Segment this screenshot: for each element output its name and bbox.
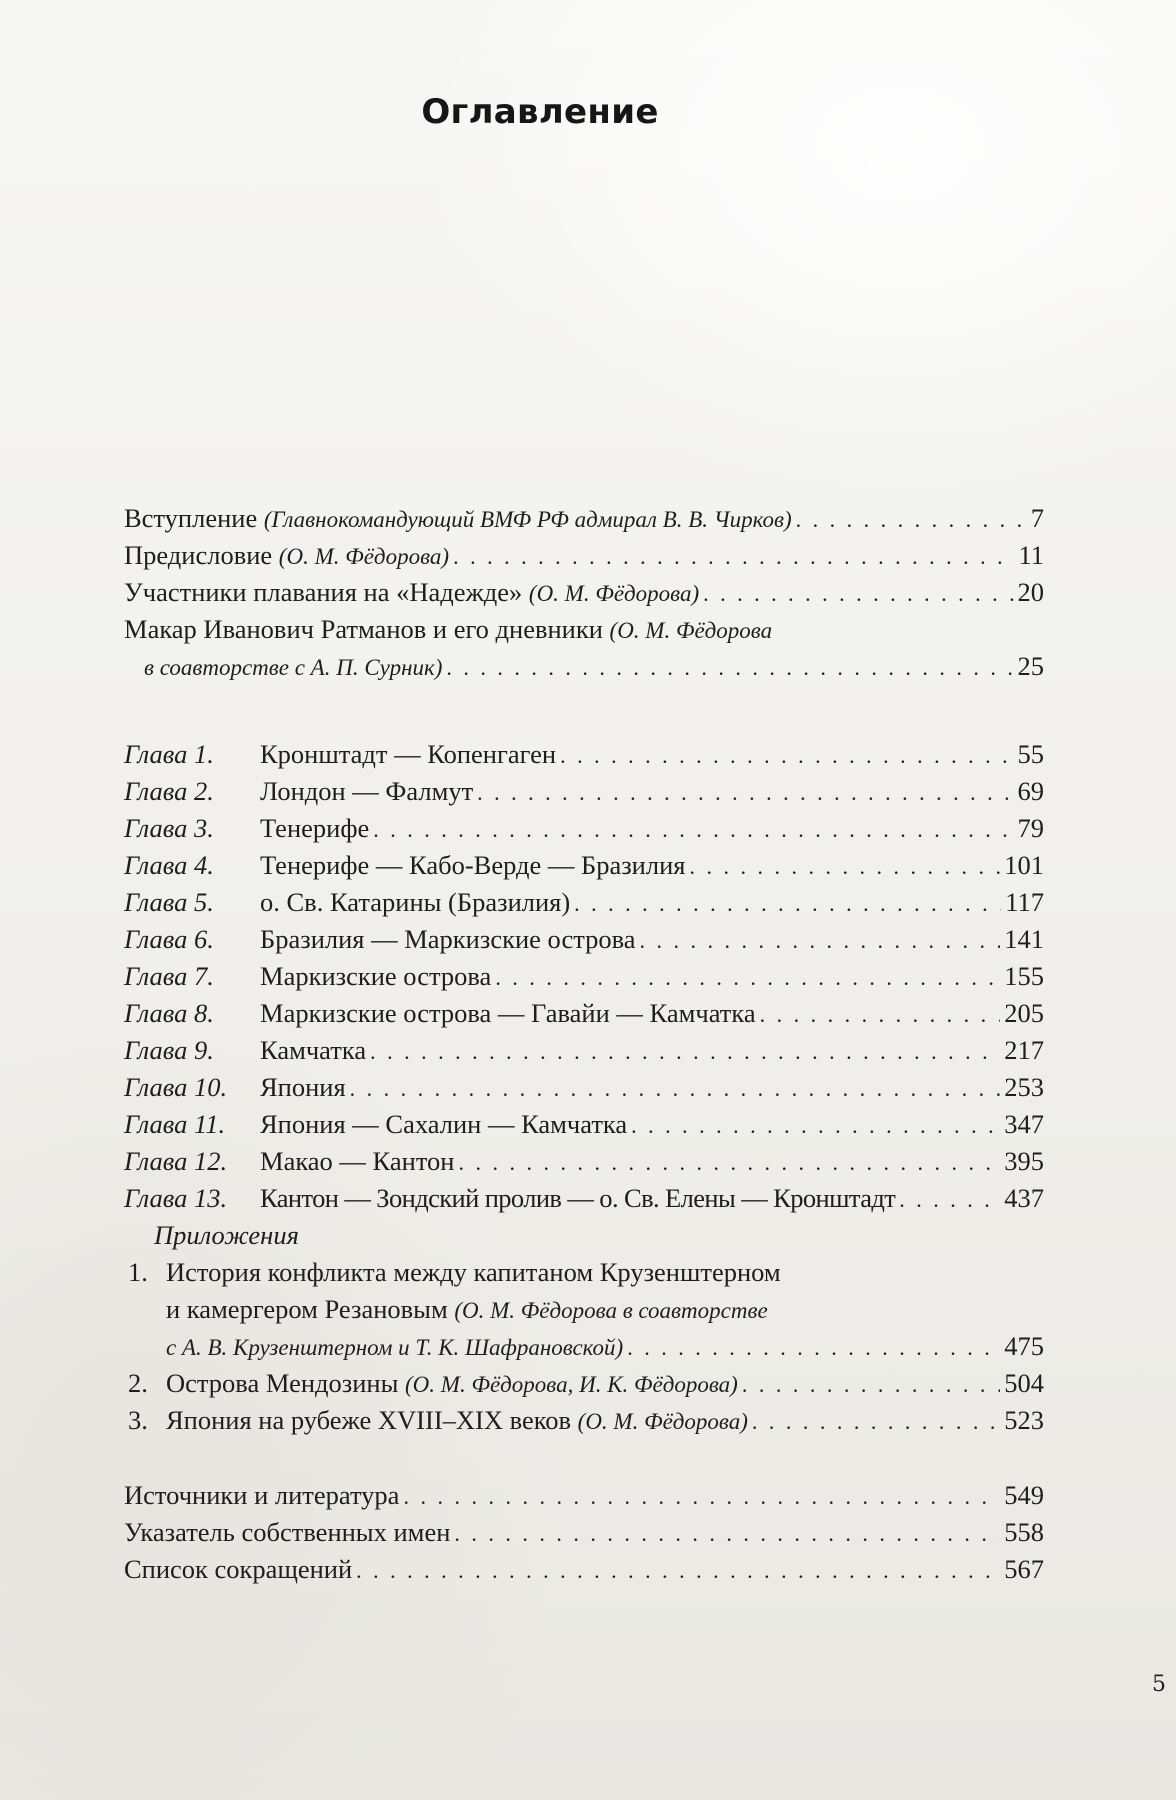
dot-leader xyxy=(446,649,1013,686)
dot-leader xyxy=(373,811,1013,848)
toc-entry-preface[interactable] xyxy=(124,537,1044,574)
chapter-label: Глава 13. xyxy=(124,1183,228,1213)
chapter-title: Маркизские острова xyxy=(260,961,492,991)
chapter-title: Япония xyxy=(260,1072,346,1102)
dot-leader xyxy=(627,1329,1000,1366)
chapter-title: Маркизские острова — Гавайи — Камчатка xyxy=(260,998,756,1028)
toc-entry-chapter[interactable] xyxy=(124,1069,1044,1106)
page-ref: 20 xyxy=(1017,577,1044,607)
toc-entry-introduction[interactable] xyxy=(124,500,1044,537)
entry-text: Макар Иванович Ратманов и его дневники (О. М. Фёдорова xyxy=(124,614,773,644)
page-ref: 347 xyxy=(1004,1109,1044,1139)
toc-entry-participants[interactable] xyxy=(124,574,1044,611)
chapter-title: Бразилия — Маркизские острова xyxy=(260,924,636,954)
page-ref: 217 xyxy=(1004,1035,1044,1065)
page-ref: 558 xyxy=(1004,1517,1044,1547)
toc-entry-chapter[interactable] xyxy=(124,921,1044,958)
page-ref: 523 xyxy=(1004,1405,1044,1435)
dot-leader xyxy=(459,1144,1001,1181)
chapter-title: Тенерифе xyxy=(260,813,370,843)
toc-entry-appendix-1[interactable] xyxy=(124,1254,1044,1291)
dot-leader xyxy=(574,885,1001,922)
toc-entry-chapter[interactable] xyxy=(124,1106,1044,1143)
dot-leader xyxy=(356,1552,1000,1589)
dot-leader xyxy=(689,848,1000,885)
dot-leader xyxy=(453,538,1014,575)
dot-leader xyxy=(752,1403,1000,1440)
chapter-label: Глава 5. xyxy=(124,887,214,917)
dot-leader xyxy=(403,1478,1000,1515)
dot-leader xyxy=(350,1070,1001,1107)
toc-entry-abbreviations[interactable] xyxy=(124,1551,1044,1588)
table-of-contents xyxy=(124,500,1044,1588)
page-title: Оглавление xyxy=(421,92,659,132)
entry-text: История конфликта между капитаном Крузенштерном xyxy=(166,1257,781,1287)
chapter-label: Глава 12. xyxy=(124,1146,228,1176)
page-ref: 141 xyxy=(1004,924,1044,954)
chapter-label: Глава 4. xyxy=(124,850,214,880)
entry-text: Предисловие (О. М. Фёдорова) xyxy=(124,540,450,570)
appendix-number: 1. xyxy=(128,1257,148,1287)
entry-text: Указатель собственных имен xyxy=(124,1517,451,1547)
chapter-title: Япония — Сахалин — Камчатка xyxy=(260,1109,628,1139)
toc-entry-name-index[interactable] xyxy=(124,1514,1044,1551)
toc-entry-appendix-1-continued[interactable] xyxy=(124,1291,1044,1328)
entry-text: и камергером Резановым (О. М. Фёдорова в соавторстве xyxy=(166,1294,768,1324)
toc-entry-chapter[interactable] xyxy=(124,773,1044,810)
toc-entry-chapter[interactable] xyxy=(124,1032,1044,1069)
dot-leader xyxy=(454,1515,1000,1552)
dot-leader xyxy=(560,737,1013,774)
chapter-label: Глава 11. xyxy=(124,1109,226,1139)
chapter-title: Кронштадт — Копенгаген xyxy=(260,739,557,769)
page-ref: 25 xyxy=(1017,651,1044,681)
chapter-title: Тенерифе — Кабо-Верде — Бразилия xyxy=(260,850,686,880)
chapter-label: Глава 9. xyxy=(124,1035,214,1065)
dot-leader xyxy=(742,1366,1000,1403)
entry-text: Острова Мендозины (О. М. Фёдорова, И. К. Фёдорова) xyxy=(166,1368,738,1398)
toc-entry-chapter[interactable] xyxy=(124,810,1044,847)
appendices-heading: Приложения xyxy=(154,1220,299,1250)
toc-entry-chapter[interactable] xyxy=(124,1180,1044,1217)
entry-text: с А. В. Крузенштерном и Т. К. Шафрановской) xyxy=(166,1335,624,1360)
page-ref: 55 xyxy=(1017,739,1044,769)
page-ref: 7 xyxy=(1030,503,1044,533)
page-ref: 437 xyxy=(1004,1183,1044,1213)
entry-text: в соавторстве с А. П. Сурник) xyxy=(144,655,443,680)
chapter-label: Глава 3. xyxy=(124,813,214,843)
entry-text: Источники и литература xyxy=(124,1480,400,1510)
toc-entry-chapter[interactable] xyxy=(124,1143,1044,1180)
dot-leader xyxy=(760,996,1001,1033)
toc-entry-appendix-3[interactable] xyxy=(124,1402,1044,1439)
dot-leader xyxy=(899,1181,1000,1218)
dot-leader xyxy=(477,774,1013,811)
chapter-title: Камчатка xyxy=(260,1035,367,1065)
page-ref: 155 xyxy=(1004,961,1044,991)
chapter-label: Глава 1. xyxy=(124,739,214,769)
page-ref: 79 xyxy=(1017,813,1044,843)
toc-entry-chapter[interactable] xyxy=(124,995,1044,1032)
entry-text: Участники плавания на «Надежде» (О. М. Фёдорова) xyxy=(124,577,700,607)
page-ref: 504 xyxy=(1004,1368,1044,1398)
page-ref: 101 xyxy=(1004,850,1044,880)
page-ref: 205 xyxy=(1004,998,1044,1028)
page-ref: 549 xyxy=(1004,1480,1044,1510)
toc-entry-chapter[interactable] xyxy=(124,736,1044,773)
page-ref: 69 xyxy=(1017,776,1044,806)
chapter-label: Глава 8. xyxy=(124,998,214,1028)
toc-entry-appendix-1-continued[interactable] xyxy=(124,1328,1044,1365)
entry-text: Список сокращений xyxy=(124,1554,353,1584)
page-ref: 253 xyxy=(1004,1072,1044,1102)
chapter-title: Кантон — Зондский пролив — о. Св. Елены — Кронштадт xyxy=(260,1183,896,1213)
page-ref: 567 xyxy=(1004,1554,1044,1584)
toc-entry-appendix-2[interactable] xyxy=(124,1365,1044,1402)
page-number: 5 xyxy=(1152,1672,1166,1697)
chapter-label: Глава 2. xyxy=(124,776,214,806)
page-ref: 475 xyxy=(1004,1331,1044,1361)
page-ref: 117 xyxy=(1005,887,1044,917)
dot-leader xyxy=(703,575,1013,612)
page-ref: 11 xyxy=(1018,540,1044,570)
chapter-title: Макао — Кантон xyxy=(260,1146,455,1176)
toc-entry-chapter[interactable] xyxy=(124,958,1044,995)
toc-entry-ratmanov[interactable] xyxy=(124,611,1044,648)
chapter-title: о. Св. Катарины (Бразилия) xyxy=(260,887,571,917)
toc-entry-chapter[interactable] xyxy=(124,884,1044,921)
dot-leader xyxy=(495,959,1000,996)
chapter-label: Глава 6. xyxy=(124,924,214,954)
dot-leader xyxy=(640,922,1001,959)
appendix-number: 3. xyxy=(128,1405,148,1435)
appendix-number: 2. xyxy=(128,1368,148,1398)
entry-text: Вступление (Главнокомандующий ВМФ РФ адмирал В. В. Чирков) xyxy=(124,503,792,533)
chapter-title: Лондон — Фалмут xyxy=(260,776,474,806)
chapter-label: Глава 7. xyxy=(124,961,214,991)
toc-entry-ratmanov-continued[interactable] xyxy=(124,648,1044,685)
page-ref: 395 xyxy=(1004,1146,1044,1176)
chapter-label: Глава 10. xyxy=(124,1072,228,1102)
entry-text: Япония на рубеже XVIII–XIX веков (О. М. Фёдорова) xyxy=(166,1405,748,1435)
dot-leader xyxy=(631,1107,1000,1144)
toc-entry-chapter[interactable] xyxy=(124,847,1044,884)
dot-leader xyxy=(796,501,1027,538)
toc-entry-sources[interactable] xyxy=(124,1477,1044,1514)
dot-leader xyxy=(370,1033,1000,1070)
